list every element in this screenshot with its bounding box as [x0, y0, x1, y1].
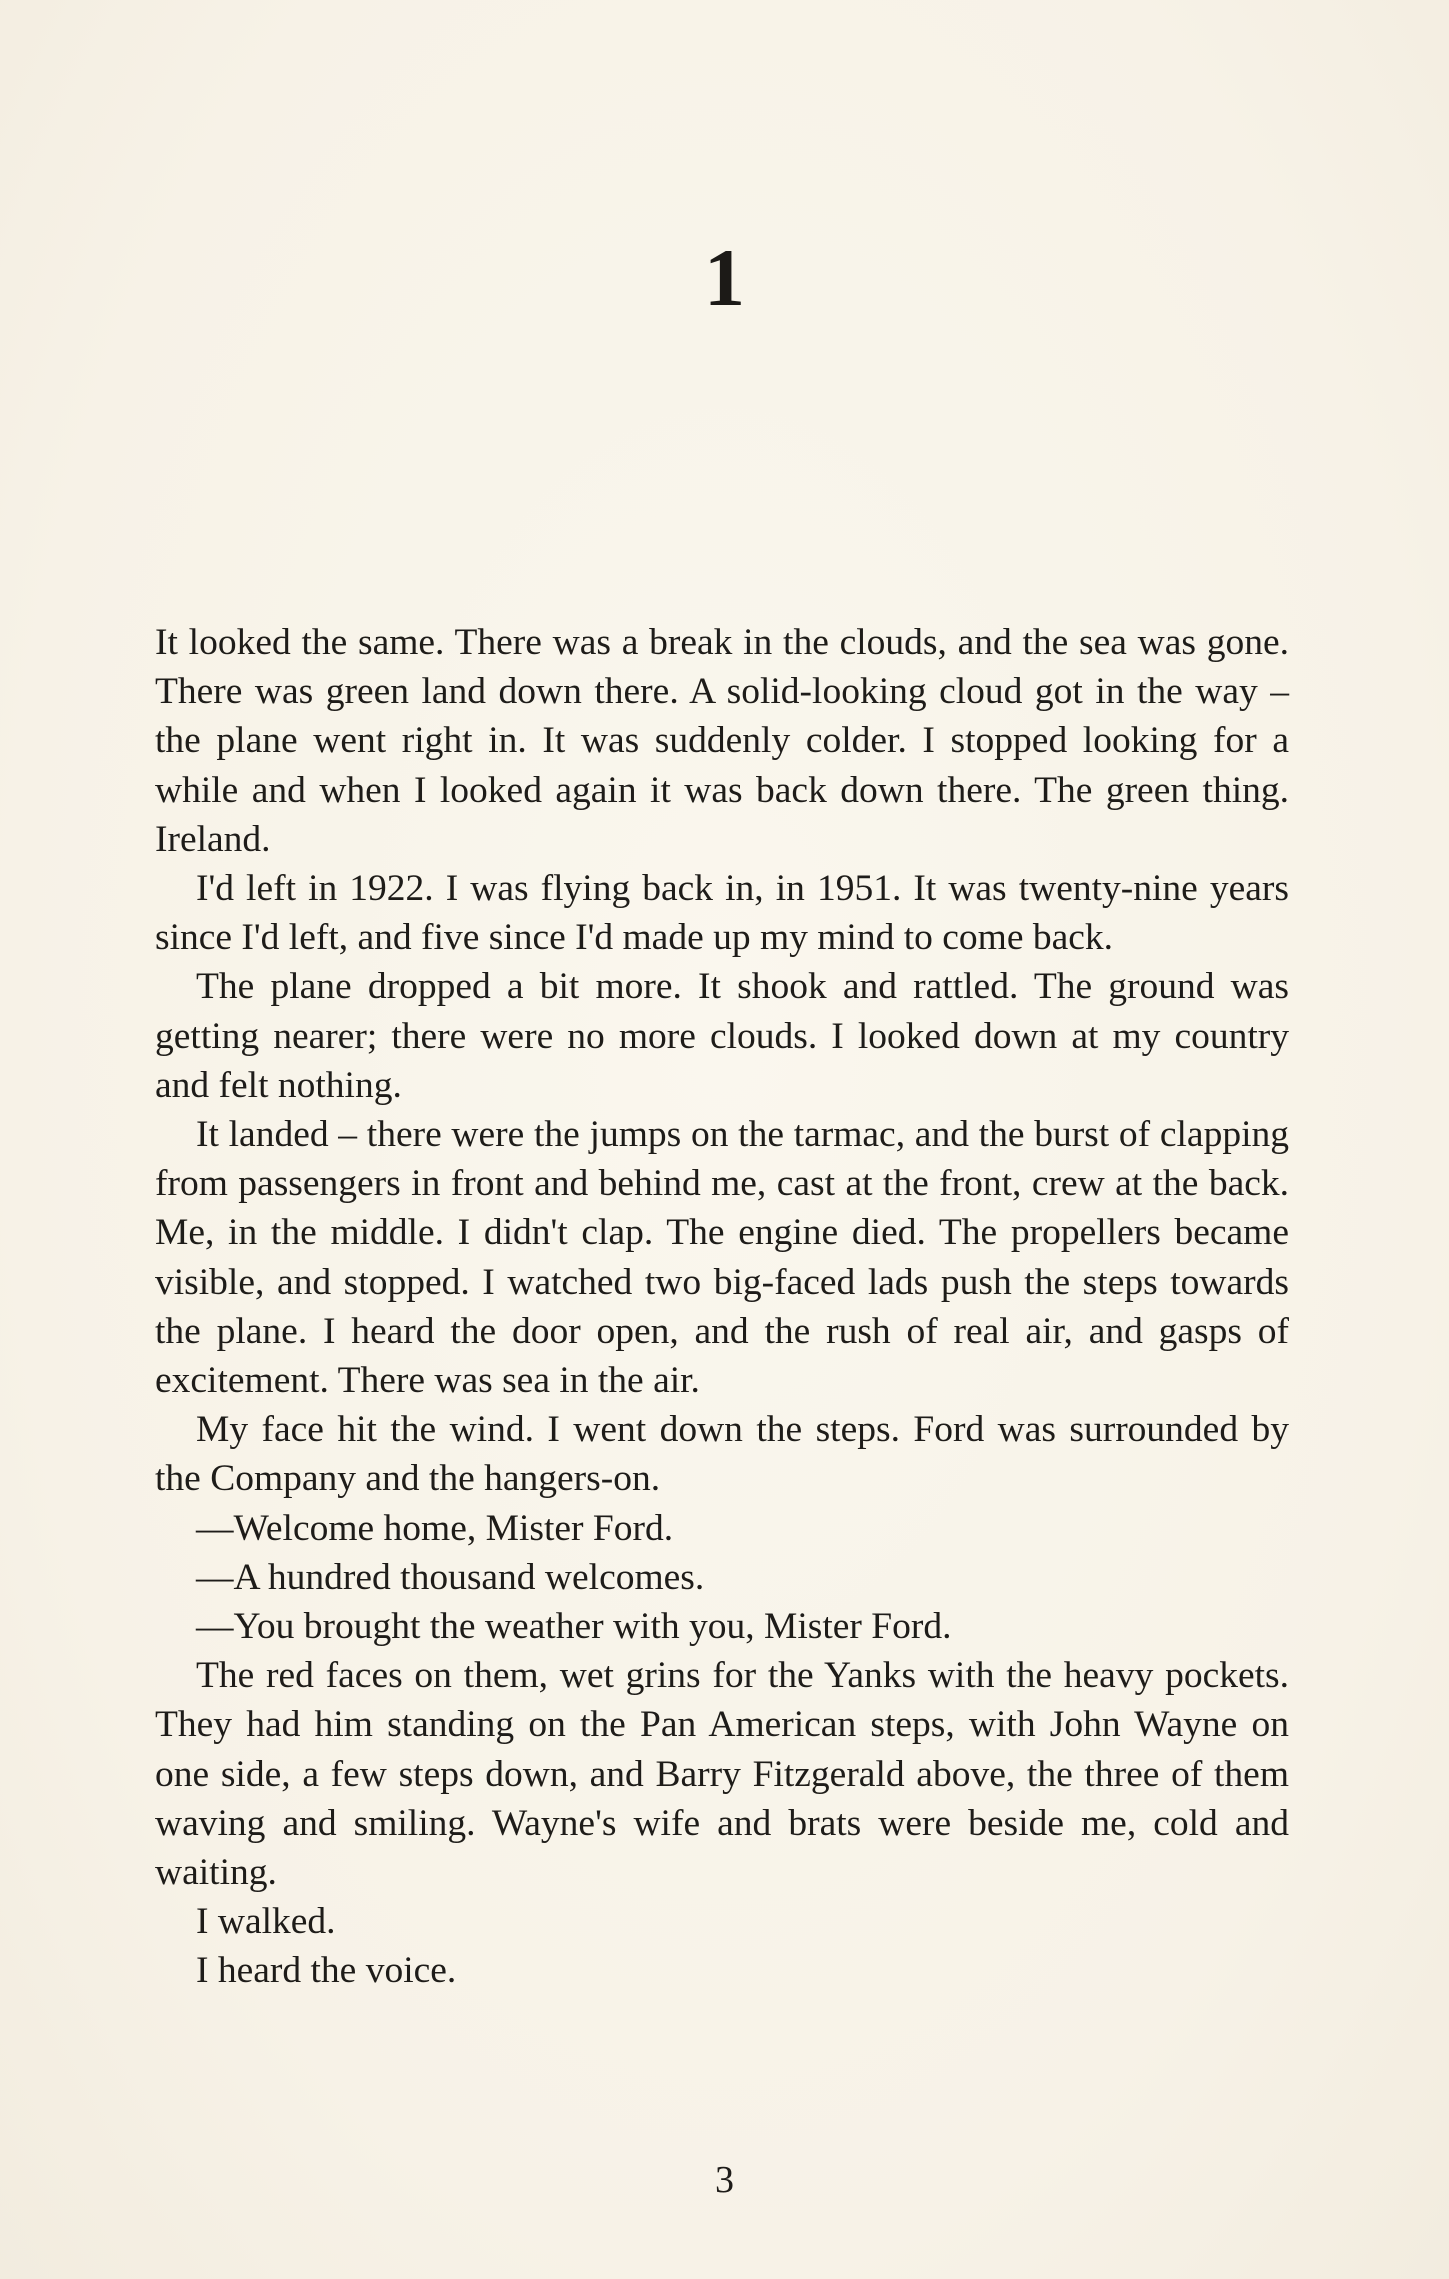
dialogue-line: —A hundred thousand welcomes. — [196, 1556, 705, 1598]
chapter-body — [155, 618, 1289, 1996]
paragraph-opening: It looked the same. There was a break in the clouds, and the sea was gone. There was green land down there. A solid-looking cloud got in the way – the plane went right in. It was suddenly colder. I stopped looking for a while and when I looked again it was back down there. The green thing. Ireland. — [155, 622, 1289, 860]
page-number: 3 — [715, 2159, 734, 2201]
paragraph: I walked. — [196, 1901, 336, 1943]
paragraph: It landed – there were the jumps on the tarmac, and the burst of clapping from passengers in front and behind me, cast at the front, crew at the back. Me, in the middle. I didn't clap. The engine died. The propellers became visible, and stopped. I watched two big-faced lads push the steps towards the plane. I heard the door open, and the rush of real air, and gasps of excitement. There was sea in the air. — [155, 1114, 1289, 1402]
paragraph: The plane dropped a bit more. It shook and rattled. The ground was getting nearer; there were no more clouds. I looked down at my country and felt nothing. — [155, 966, 1289, 1106]
dialogue-line: —Welcome home, Mister Ford. — [196, 1507, 674, 1549]
paragraph: I heard the voice. — [196, 1950, 457, 1992]
paragraph: My face hit the wind. I went down the steps. Ford was surrounded by the Company and the hangers-on. — [155, 1409, 1289, 1500]
paragraph: I'd left in 1922. I was flying back in, in 1951. It was twenty-nine years since I'd left, and five since I'd made up my mind to come back. — [155, 868, 1289, 959]
chapter-number: 1 — [704, 232, 745, 323]
paragraph: The red faces on them, wet grins for the Yanks with the heavy pockets. They had him standing on the Pan American steps, with John Wayne on one side, a few steps down, and Barry Fitzgerald above, the three of them waving and smiling. Wayne's wife and brats were beside me, cold and waiting. — [155, 1655, 1289, 1894]
dialogue-line: —You brought the weather with you, Mister Ford. — [196, 1606, 952, 1648]
